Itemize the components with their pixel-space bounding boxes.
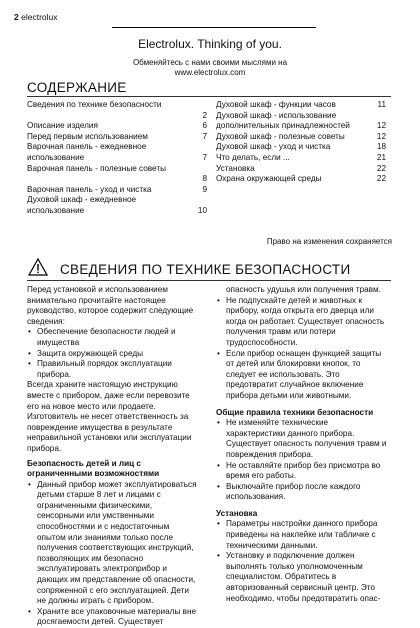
bullet-item: • Защита окружающей среды	[27, 349, 197, 360]
safety-left-column	[27, 285, 197, 628]
page-header	[14, 12, 58, 22]
warning-triangle-icon	[28, 258, 48, 276]
toc-entry-title: Варочная панель - полезные советы	[27, 163, 166, 173]
safety-title: СВЕДЕНИЯ ПО ТЕХНИКЕ БЕЗОПАСНОСТИ	[60, 262, 351, 277]
toc-entry-page: 12	[376, 121, 386, 131]
toc-entry-page: 8	[202, 174, 207, 184]
toc-entry-title: Сведения по технике безопасности	[27, 100, 162, 109]
toc-entry[interactable]	[216, 153, 386, 164]
toc-entry[interactable]	[216, 100, 386, 111]
toc-entry-page: 12	[376, 131, 386, 141]
toc-entry[interactable]	[27, 195, 207, 216]
children-heading: Безопасность детей и лиц с ограниченными возможностями	[27, 458, 160, 479]
toc-entry-page: 9	[202, 184, 207, 194]
bullet-item: • Если прибор оснащен функцией защиты от детей или блокировки кнопок, то следует ее использовать. Это предотвратит случайное включение прибора детьми или животными.	[216, 349, 388, 402]
toc-entry-title: Духовой шкаф - уход и чистка	[216, 142, 331, 152]
bullet-item: • Установку и подключение должен выполнять только уполномоченным специалистом. Обратитесь в авторизованный сервисный центр. Это необходимо, чтобы предотвратить опас-	[216, 551, 388, 604]
contents-right-column	[216, 100, 386, 185]
toc-entry-title: Духовой шкаф - функции часов	[216, 100, 336, 109]
brand-website: www.electrolux.com	[174, 68, 246, 77]
toc-entry-page: 6	[202, 121, 207, 131]
toc-entry-page: 18	[376, 142, 386, 152]
toc-entry-page: 22	[376, 174, 386, 184]
toc-entry-title: Установка	[216, 163, 255, 173]
toc-entry-page: 11	[377, 100, 386, 109]
toc-entry-title: Варочная панель - уход и чистка	[27, 184, 152, 194]
general-heading: Общие правила техники безопасности	[216, 407, 374, 417]
continued-text: опасность удушья или получения травм.	[226, 285, 381, 294]
toc-entry-title: Духовой шкаф - использование дополнительных принадлежностей	[216, 110, 350, 131]
children-list-continued	[216, 296, 388, 402]
toc-entry[interactable]	[27, 132, 207, 143]
bullet-item: • Не оставляйте прибор без присмотра во время его работы.	[216, 461, 388, 482]
safety-right-column	[216, 285, 388, 604]
toc-entry-title: Духовой шкаф - полезные советы	[216, 131, 345, 141]
bullet-item: • Храните все упаковочные материалы вне досягаемости детей. Существует	[27, 607, 197, 628]
safety-rule	[27, 280, 391, 281]
installation-heading: Установка	[216, 508, 258, 518]
toc-entry-page: 22	[376, 163, 386, 173]
contents-rule	[27, 96, 391, 97]
toc-entry[interactable]	[27, 142, 207, 163]
toc-entry-title: Варочная панель - ежедневное использование	[27, 142, 147, 162]
toc-entry[interactable]	[216, 164, 386, 175]
toc-entry-page: 10	[197, 205, 207, 215]
bullet-item: • Не изменяйте технические характеристики данного прибора. Существует опасность получения травм и повреждения прибора.	[216, 418, 388, 460]
toc-entry[interactable]	[216, 142, 386, 153]
intro-list	[27, 327, 197, 380]
header-brand: electrolux	[21, 12, 58, 22]
toc-entry-title: Охрана окружающей среды	[216, 174, 322, 184]
toc-entry[interactable]	[27, 185, 207, 196]
toc-entry-page: 21	[376, 152, 386, 162]
toc-entry[interactable]	[27, 164, 207, 185]
toc-entry-page: 2	[202, 110, 207, 120]
toc-entry[interactable]	[27, 100, 207, 121]
contents-left-column	[27, 100, 207, 217]
toc-entry-title: Описание изделия	[27, 121, 98, 131]
brand-slogan: Electrolux. Thinking of you.	[138, 37, 282, 51]
installation-list	[216, 519, 388, 604]
toc-entry[interactable]	[216, 174, 386, 185]
toc-entry-title: Что делать, если ...	[216, 152, 290, 162]
brand-line-1: Обменяйтесь с нами своими мыслями на	[132, 58, 288, 67]
safety-intro: Перед установкой и использованием внимательно прочитайте настоящее руководство, которое содержит следующие сведения:	[27, 285, 194, 326]
bullet-item: • Правильный порядок эксплуатации прибора.	[27, 359, 197, 380]
bullet-item: • Параметры настройки данного прибора приведены на наклейке или табличке с техническими данными.	[216, 519, 388, 551]
rights-notice: Право на изменения сохраняется	[266, 237, 392, 246]
toc-entry-title: Духовой шкаф - ежедневное использование	[27, 195, 137, 215]
keep-manual-text: Всегда храните настоящую инструкцию вместе с прибором, даже если перевозите его на новое место или продаете. Изготовитель не несет ответственность за повреждение имущества в результате неправильной установки или эксплуатации прибора.	[27, 380, 192, 453]
page-number: 2	[14, 12, 19, 22]
toc-entry-title: Перед первым использованием	[27, 131, 148, 141]
toc-entry[interactable]	[27, 121, 207, 132]
bullet-item: • Данный прибор может эксплуатироваться детьми старше 8 лет и лицами с ограниченными физическими, сенсорными или умственными способностями и с недостаточным опытом или знаниями только после получения соответствующих инструкций, позволяющих им безопасно эксплуатировать электроприбор и дающих им представление об опасности, сопряженной с его эксплуатацией. Дети не должны играть с прибором.	[27, 480, 197, 607]
bullet-item: • Обеспечение безопасности людей и имущества	[27, 327, 197, 348]
toc-entry-page: 7	[202, 131, 207, 141]
brand-rule	[112, 27, 316, 28]
toc-entry[interactable]	[216, 111, 386, 132]
bullet-item: • Не подпускайте детей и животных к прибору, когда открыта его дверца или когда он работает. Существует опасность получения травм или потери трудоспособности.	[216, 296, 388, 349]
children-list	[27, 480, 197, 628]
toc-entry-page: 7	[202, 152, 207, 162]
bullet-item: • Выключайте прибор после каждого использования.	[216, 482, 388, 503]
general-list	[216, 418, 388, 503]
toc-entry[interactable]	[216, 132, 386, 143]
contents-title: СОДЕРЖАНИЕ	[27, 80, 127, 95]
